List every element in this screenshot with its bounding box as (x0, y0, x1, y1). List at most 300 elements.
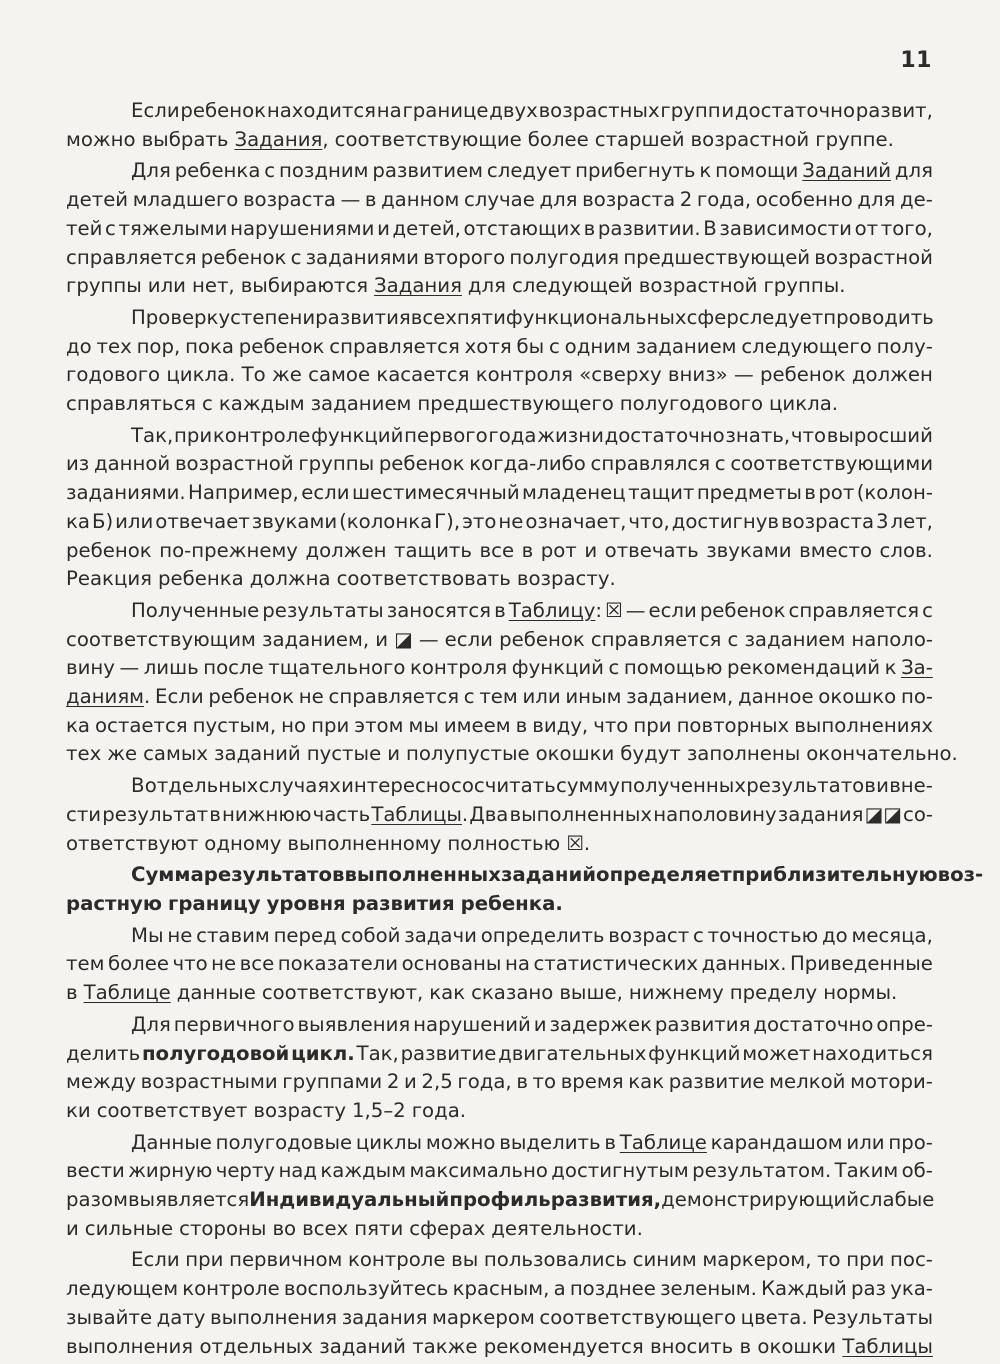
word: результатов (203, 863, 345, 887)
word: или (115, 509, 154, 533)
word: Так, (356, 1041, 399, 1065)
word: или (522, 685, 561, 709)
word: или (147, 274, 186, 298)
text-line (66, 186, 933, 215)
word: — (119, 656, 140, 680)
word: выполнения (209, 1305, 338, 1329)
word: детей, (392, 216, 461, 240)
word: повторных (676, 713, 790, 737)
word: перед (273, 923, 337, 947)
word: опре- (876, 1012, 933, 1036)
text-line (66, 1246, 933, 1275)
table-link[interactable]: Таблицы (371, 802, 462, 826)
word: как (628, 1070, 665, 1094)
word: в (66, 981, 78, 1005)
word: вести (66, 1159, 125, 1183)
word: младшего (132, 188, 239, 212)
word: двигательных (498, 1041, 647, 1065)
text-line (66, 1304, 933, 1333)
word: пользовались (483, 1248, 627, 1272)
word: ка (66, 713, 90, 737)
word: при (311, 713, 350, 737)
word: соответствующим (66, 627, 256, 651)
word: рот (818, 481, 855, 505)
text-line (66, 597, 933, 626)
word: поздним (278, 159, 369, 183)
word: слабые (859, 1188, 935, 1212)
text-line (66, 361, 933, 390)
text-line (66, 922, 933, 951)
word: Таблицу: (508, 598, 603, 622)
text-line (66, 712, 933, 741)
word: соответствующего (539, 1305, 737, 1329)
word: с (264, 159, 276, 183)
word: все (479, 538, 515, 562)
word: (колонка (339, 509, 433, 533)
word: возраст (608, 923, 690, 947)
word: следует (486, 159, 572, 183)
text-line (66, 654, 933, 683)
paragraph (66, 1129, 933, 1247)
word: не (167, 923, 193, 947)
word: пока (185, 334, 234, 358)
word: тем (479, 685, 518, 709)
word: всех (302, 1216, 349, 1240)
table-link[interactable]: Заданий (802, 159, 892, 183)
word: возрастной (814, 245, 933, 269)
word: бы (516, 334, 545, 358)
text-line (66, 333, 933, 362)
word: вносить (650, 1334, 734, 1358)
word: выбрать (141, 127, 229, 151)
word: в (604, 1130, 616, 1154)
table-link[interactable]: Таблице (83, 981, 171, 1005)
word: в (739, 1334, 752, 1358)
word: Г), (434, 509, 461, 533)
text-line (66, 740, 958, 769)
word: должна (249, 567, 331, 591)
text-line (66, 272, 933, 301)
word: Если (155, 685, 204, 709)
word: если (301, 481, 350, 505)
word: маркером (432, 1305, 535, 1329)
word: заданий (319, 1334, 406, 1358)
word: до (66, 334, 92, 358)
word: пределу (729, 981, 818, 1005)
word: лет, (890, 509, 933, 533)
word: развит, (855, 99, 933, 122)
word: выполнениях (794, 713, 933, 737)
word: более (527, 127, 589, 151)
word: Приведенные (789, 952, 933, 976)
word: показатели (277, 952, 399, 976)
word: наполо- (851, 627, 933, 651)
word: же (107, 742, 138, 766)
text-line (66, 772, 933, 801)
word: слов. (879, 538, 933, 562)
word: при (173, 423, 213, 447)
word: 3 (876, 509, 889, 533)
word: для (857, 188, 896, 212)
word: окошки (757, 1334, 837, 1358)
word: с (727, 627, 739, 651)
word: То (241, 363, 266, 387)
word: находиться (812, 1041, 933, 1065)
table-link[interactable]: Таблицы (842, 1334, 933, 1358)
word: одним (564, 334, 631, 358)
word: если (444, 627, 493, 651)
word: отстающих (463, 216, 581, 240)
word: границе (402, 99, 489, 122)
text-line (66, 626, 933, 655)
word: нижнему (628, 981, 724, 1005)
table-link[interactable]: За- (901, 656, 933, 680)
word: Для (131, 159, 171, 183)
page-body (66, 97, 984, 1364)
word: Реакция (66, 567, 152, 591)
word: как (429, 981, 466, 1005)
word: задержек (549, 1012, 652, 1036)
word: воспользуйтесь (283, 1277, 449, 1301)
word (842, 1333, 933, 1362)
word: остается (94, 713, 188, 737)
word: пустым, (192, 713, 277, 737)
word: соответствует (96, 1098, 248, 1122)
word: проводить (823, 305, 934, 329)
word: от (854, 216, 879, 240)
word: тей (66, 216, 103, 240)
word: вину (66, 656, 115, 680)
text-line (66, 1129, 933, 1158)
word: между (66, 1070, 136, 1094)
word: об- (901, 1159, 933, 1183)
paragraph (66, 422, 933, 597)
word: Б) (91, 509, 114, 533)
word: над (278, 1159, 317, 1183)
word: пяти (456, 305, 506, 329)
word: полугодовые (215, 1130, 353, 1154)
word: группы (298, 452, 375, 476)
word: но (281, 713, 307, 737)
word: наполовину (653, 802, 777, 826)
word: когда-либо (469, 452, 586, 476)
word: зеленым. (660, 1277, 757, 1301)
word: заданием, (262, 627, 370, 651)
text-line (66, 801, 933, 830)
word: соответствовать (336, 567, 511, 591)
text-line (66, 97, 933, 126)
word: Таблицы. (371, 802, 469, 826)
word: справляется (329, 334, 460, 358)
word: что, (628, 509, 670, 533)
word: делить (66, 1041, 141, 1065)
text-line (66, 304, 933, 333)
word: задачи (404, 923, 477, 947)
word: помощи (715, 159, 799, 183)
word: возрастной (690, 127, 810, 151)
word: полупустые (405, 742, 530, 766)
word: заносятся (386, 598, 492, 622)
word: выделить (499, 1130, 601, 1154)
word: — (340, 188, 361, 212)
word (374, 272, 462, 301)
word: Результаты (812, 1305, 933, 1329)
word: для (467, 274, 506, 298)
word: справляется (590, 627, 722, 651)
word: цикл. (291, 1041, 355, 1065)
word: результатов (746, 774, 876, 798)
word: года. (411, 1098, 467, 1122)
word: полу- (876, 334, 933, 358)
word: пос- (890, 1248, 933, 1272)
word: сильные (84, 1216, 174, 1240)
word: заданием (744, 627, 846, 651)
word: сти (66, 802, 102, 826)
word: звуками (251, 509, 338, 533)
word: окошки (535, 742, 615, 766)
word: контроля (475, 363, 573, 387)
word: этом (354, 713, 404, 737)
table-link[interactable]: Задания (234, 127, 323, 151)
word: цвета. (740, 1305, 808, 1329)
word: позднее (569, 1277, 656, 1301)
table-link[interactable]: даниям (66, 685, 145, 709)
word: заданий (214, 742, 301, 766)
word: выполнения (66, 1334, 194, 1358)
word: справлялся (590, 452, 711, 476)
word: развития (654, 1012, 751, 1036)
word: полугодового (619, 392, 764, 416)
word: определяет (596, 863, 732, 887)
paragraph (66, 1011, 933, 1129)
word: — (734, 363, 754, 387)
word: вы (451, 1248, 479, 1272)
word: то (532, 1070, 557, 1094)
word: жирную (128, 1159, 213, 1183)
word: заданием, (626, 685, 734, 709)
word: собой (340, 923, 401, 947)
word: 1,5–2 (352, 1098, 406, 1122)
text-line (66, 479, 933, 508)
word: может (742, 1041, 811, 1065)
text-line (66, 1040, 933, 1069)
word: будут (620, 742, 681, 766)
text-line (66, 830, 933, 859)
word: с (922, 598, 933, 622)
word: вниз» (667, 363, 728, 387)
word: следующего (741, 334, 872, 358)
word: развитием (372, 159, 484, 183)
word: результаты (262, 598, 384, 622)
word: ребенок (66, 538, 152, 562)
word: определить (480, 923, 605, 947)
word: Данные (131, 1130, 212, 1154)
word: Индивидуальный (249, 1188, 450, 1212)
word: развития (351, 891, 455, 915)
word: основаны (401, 952, 502, 976)
word: ребенка (174, 159, 261, 183)
text-line (66, 1215, 933, 1244)
word: в (515, 713, 528, 737)
word: границу (168, 891, 261, 915)
word: соответствующими (730, 452, 933, 476)
word: ребенка. (460, 891, 563, 915)
word: в (521, 538, 534, 562)
word: функций (311, 423, 404, 447)
word: заданий (500, 863, 597, 887)
word: звуками (706, 538, 792, 562)
word: дату (156, 1305, 206, 1329)
text-line (66, 861, 984, 890)
word: цикла. (769, 392, 839, 416)
word: данное (738, 685, 814, 709)
word: имеем (443, 713, 511, 737)
word: каждым (320, 1159, 407, 1183)
word: данном (381, 188, 460, 212)
word: выше, (559, 981, 623, 1005)
word: про- (888, 1130, 933, 1154)
word: по- (900, 685, 933, 709)
word: выросший (826, 423, 933, 447)
text-line (66, 537, 933, 566)
word (620, 1129, 707, 1158)
word: групп (660, 99, 721, 122)
word: возрастных (538, 99, 660, 122)
word: в (804, 481, 816, 505)
word: не (211, 952, 237, 976)
word: до (822, 923, 848, 947)
word: отдельных (199, 1334, 313, 1358)
word: и (876, 774, 889, 798)
word: годового (66, 363, 161, 387)
word: в (364, 188, 377, 212)
word: функций (511, 656, 604, 680)
word: ☒. (566, 831, 591, 855)
word: полугодовой (141, 1041, 290, 1065)
word: зывайте (66, 1305, 153, 1329)
word: растную (66, 891, 163, 915)
word: выполненных (344, 863, 501, 887)
paragraph (66, 922, 933, 1011)
word: синим (632, 1248, 697, 1272)
word: степени (230, 305, 316, 329)
word: группы (66, 274, 142, 298)
word: Сумма (131, 863, 204, 887)
word: предшествующего (417, 392, 614, 416)
word: Полученные (131, 598, 260, 622)
word: все (239, 952, 275, 976)
word: полученных (620, 774, 746, 798)
text-line (66, 244, 933, 273)
word: возрастными (140, 1070, 278, 1094)
word: развития (315, 305, 411, 329)
word: воз- (937, 863, 984, 887)
word: случае (463, 188, 535, 212)
word: задания (341, 1305, 428, 1329)
word: маркером, (702, 1248, 812, 1272)
word: шестимесячный (351, 481, 520, 505)
word: возраста (780, 509, 875, 533)
table-link[interactable]: Таблице (619, 1130, 707, 1154)
table-link[interactable]: Таблицу (508, 598, 596, 622)
word: старшей (594, 127, 685, 151)
word: тем (66, 952, 105, 976)
word: Например, (188, 481, 299, 505)
word: ребенок (699, 598, 786, 622)
word: карандашом (710, 1130, 843, 1154)
paragraph (66, 97, 933, 157)
word: ребенок (378, 452, 465, 476)
word: из (66, 452, 90, 476)
word: контроле (212, 423, 311, 447)
word: развитии. (597, 216, 701, 240)
word: контроле (347, 1248, 446, 1272)
word: стороны (179, 1216, 267, 1240)
word: цикла. (166, 363, 236, 387)
word: ☒ (605, 598, 623, 622)
word: случаях (258, 774, 341, 798)
word: достаточно (734, 99, 855, 122)
text-line (66, 390, 933, 419)
word: самое (308, 363, 371, 387)
word: раз (850, 1277, 887, 1301)
word: со- (903, 802, 933, 826)
word: разом (66, 1188, 128, 1212)
word: ука- (890, 1277, 933, 1301)
text-line (66, 157, 933, 186)
word: первичном (229, 1248, 343, 1272)
text-line (66, 1275, 933, 1304)
word: сумму (556, 774, 620, 798)
word: жизни (537, 423, 604, 447)
word: виду, (532, 713, 589, 737)
word: 2 (386, 1070, 400, 1094)
word: профиль (449, 1188, 551, 1212)
word: деятельности. (491, 1216, 643, 1240)
word: предшествующей (623, 245, 811, 269)
word: для (539, 188, 578, 212)
word: для (894, 159, 933, 183)
word: самых (143, 742, 209, 766)
word: справляется (788, 598, 920, 622)
word: к (699, 159, 712, 183)
table-link[interactable]: Задания (374, 274, 462, 298)
word: с (463, 685, 475, 709)
word: или (846, 1130, 885, 1154)
word: и (584, 538, 598, 562)
word: ледующем (66, 1277, 179, 1301)
word: заполнены (686, 742, 801, 766)
word: окончательно. (806, 742, 958, 766)
word: с (714, 452, 726, 476)
word: детей (66, 188, 129, 212)
word: вне- (889, 774, 933, 798)
word: группами (282, 1070, 383, 1094)
word: достигнув (671, 509, 779, 533)
word: что (593, 713, 629, 737)
word: задания (777, 802, 864, 826)
word: результатом. (692, 1159, 832, 1183)
word: Мы (131, 923, 164, 947)
word: в (583, 216, 596, 240)
word: второго (423, 245, 506, 269)
word: данной (93, 452, 171, 476)
text-line (66, 1333, 933, 1362)
word: де- (899, 188, 933, 212)
word: ставим (196, 923, 270, 947)
word: более (107, 952, 169, 976)
word: должен (851, 363, 933, 387)
